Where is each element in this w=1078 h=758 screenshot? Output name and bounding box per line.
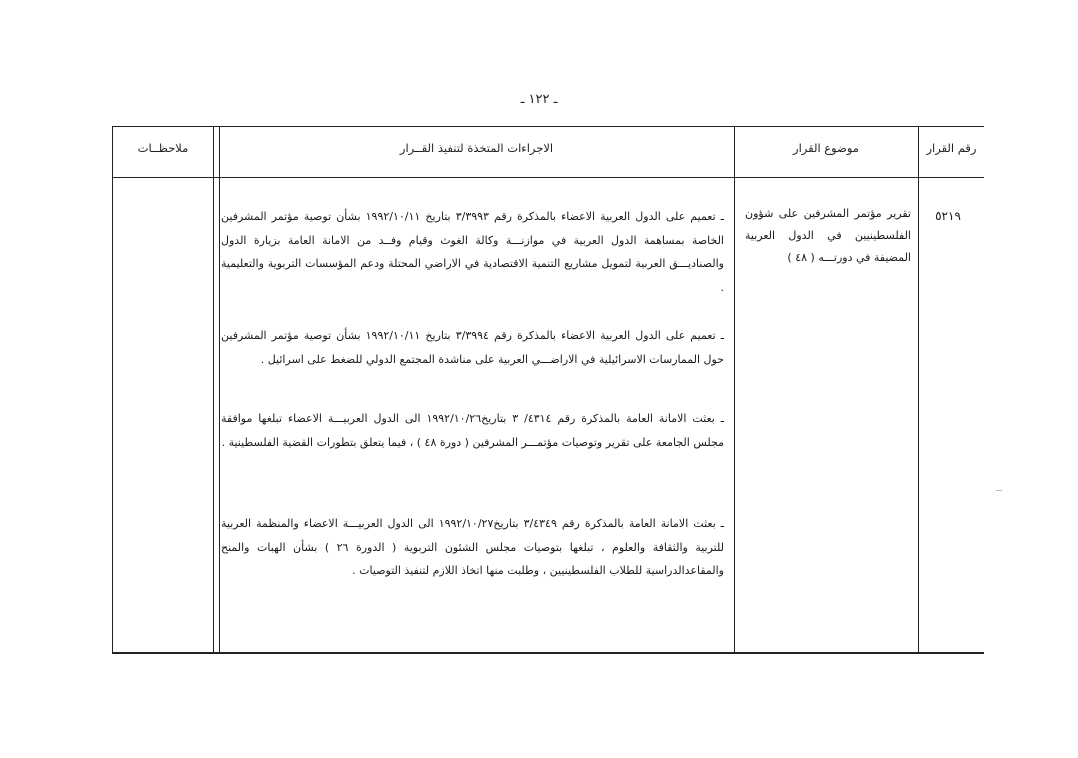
column-divider — [219, 127, 220, 652]
column-divider — [213, 127, 214, 652]
margin-mark — [996, 490, 1002, 491]
action-item: ـ بعثت الامانة العامة بالمذكرة رقم ٤٣١٤/ ٣ بتاريخ١٩٩٢/١٠/٢٦ الى الدول العربيـــة الاعضاء تبلغها موافقة مجلس الجامعة على تقرير وتوصيات مؤتمـــر المشرفين ( دورة ٤٨ ) ، فيما يتعلق بتطورات القضية الفلسطينية . — [221, 412, 725, 449]
decision-number: ٥٢١٩ — [935, 209, 961, 223]
page-number: ـ ١٢٢ ـ — [520, 92, 558, 107]
column-divider — [918, 127, 919, 652]
header-notes: ملاحظــات — [137, 141, 189, 155]
decision-subject: تقرير مؤتمر المشرفين على شؤون الفلسطينيين في الدول العربية المضيفة في دورتـــه ( ٤٨ ) — [745, 207, 911, 264]
header-decision-number: رقم القرار — [926, 141, 977, 155]
header-actions: الاجراءات المتخذة لتنفيذ القــرار — [399, 141, 554, 155]
decisions-table — [112, 126, 984, 654]
header-subject: موضوع القرار — [793, 141, 859, 155]
action-item: ـ تعميم على الدول العربية الاعضاء بالمذكرة رقم ٣/٣٩٩٣ بتاريخ ١٩٩٢/١٠/١١ بشأن توصية مؤتمر المشرفين الخاصة بمساهمة الدول العربية في موازنـــة وكالة الغوث وقيام وفــد من الامانة العامة بزيارة الدول والصناديـــق العربية لتمويل مشاريع التنمية الاقتصادية في الاراضي المحتلة ودعم المؤسسات التربوية والتعليمية . — [221, 210, 724, 294]
action-item: ـ بعثت الامانة العامة بالمذكرة رقم ٣/٤٣٤٩ بتاريخ١٩٩٢/١٠/٢٧ الى الدول العربيـــة الاعضاء والمنظمة العربية للتربية والثقافة والعلوم ، تبلغها بتوصيات مجلس الشئون التربوية ( الدورة ٢٦ ) بشأن الهبات والمنح والمقاعدالدراسية للطلاب الفلسطينيين ، وطلبت منها اتخاذ اللازم لتنفيذ التوصيات . — [221, 517, 725, 577]
header-divider — [113, 177, 984, 178]
column-divider — [734, 127, 735, 652]
action-item: ـ تعميم على الدول العربية الاعضاء بالمذكرة رقم ٣/٣٩٩٤ بتاريخ ١٩٩٢/١٠/١١ بشأن توصية مؤتمر المشرفين حول الممارسات الاسرائيلية في الاراضـــي العربية على مناشدة المجتمع الدولي للضغط على اسرائيل . — [221, 329, 724, 366]
